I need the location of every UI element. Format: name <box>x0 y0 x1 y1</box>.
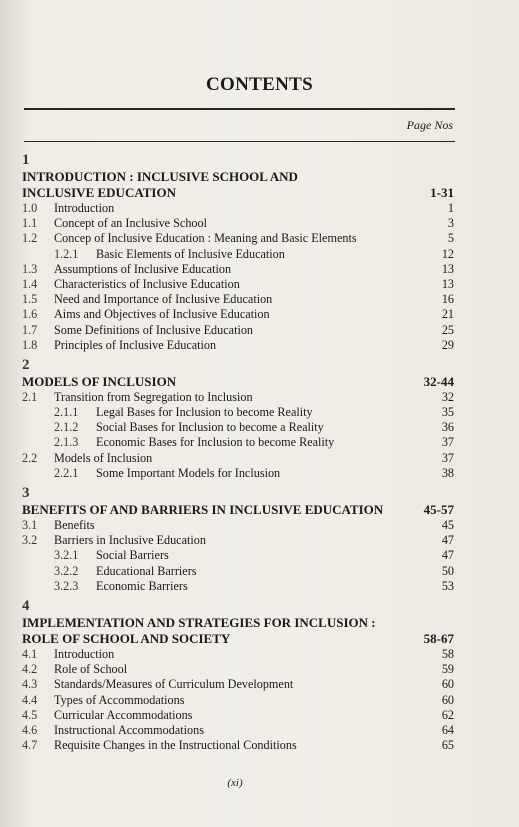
subsection-entry <box>22 435 454 450</box>
entry-page: 5 <box>447 231 454 246</box>
entry-page: 60 <box>441 677 454 692</box>
entry-number: 2.1 <box>22 389 38 404</box>
chapter-heading <box>22 169 454 185</box>
entry-page: 37 <box>441 450 454 465</box>
chapter-heading-text: MODELS OF INCLUSION <box>22 373 177 389</box>
chapter-heading-text: ROLE OF SCHOOL AND SOCIETY <box>22 630 231 646</box>
chapter-heading <box>22 631 454 647</box>
subsection-entry <box>22 466 454 481</box>
entry-page: 64 <box>441 722 454 737</box>
section-entry <box>22 533 454 548</box>
entry-title: Barriers in Inclusive Education <box>54 533 206 548</box>
section-entry <box>22 708 454 723</box>
entry-page: 3 <box>447 216 454 231</box>
section-entry <box>22 662 454 677</box>
subsection-entry <box>22 420 454 435</box>
entry-title: Need and Importance of Inclusive Education <box>54 292 273 307</box>
section-entry <box>22 647 454 662</box>
table-of-contents <box>22 148 454 753</box>
entry-number: 1.2.1 <box>54 246 79 261</box>
chapter-number <box>22 597 454 615</box>
chapter-heading-text: BENEFITS OF AND BARRIERS IN INCLUSIVE EDUCATION <box>22 502 384 517</box>
entry-number: 3.2.2 <box>54 563 79 578</box>
entry-page: 13 <box>441 261 454 276</box>
chapter-heading-text: IMPLEMENTATION AND STRATEGIES FOR INCLUSION : <box>22 614 376 630</box>
subsection-entry <box>22 564 454 579</box>
entry-page: 21 <box>441 307 454 322</box>
section-entry <box>22 201 454 216</box>
entry-number: 1.5 <box>22 292 38 307</box>
entry-title: Models of Inclusion <box>54 450 153 465</box>
entry-page: 25 <box>441 322 454 337</box>
section-entry <box>22 323 454 338</box>
entry-number: 1.8 <box>22 337 38 352</box>
entry-number: 3.2 <box>22 533 38 548</box>
section-entry <box>22 518 454 533</box>
entry-title: Instructional Accommodations <box>54 722 204 737</box>
section-entry <box>22 292 454 307</box>
entry-number: 3.2.1 <box>54 548 79 563</box>
entry-page: 60 <box>441 692 454 707</box>
entry-title: Principles of Inclusive Education <box>54 337 217 352</box>
top-rule <box>24 108 455 110</box>
section-entry <box>22 693 454 708</box>
page-nos-label: Page Nos <box>406 118 453 132</box>
page-folio: (xi) <box>227 777 243 789</box>
entry-number: 4.1 <box>22 646 38 661</box>
entry-title: Role of School <box>54 662 128 677</box>
entry-page: 1 <box>447 201 454 215</box>
entry-number: 2.2 <box>22 450 38 465</box>
chapter-page-range: 58-67 <box>423 630 454 646</box>
entry-page: 12 <box>441 246 454 261</box>
entry-page: 65 <box>441 738 454 753</box>
entry-number: 3.2.3 <box>54 578 79 593</box>
entry-page: 36 <box>441 420 454 435</box>
entry-number: 1.4 <box>22 276 38 291</box>
entry-title: Some Definitions of Inclusive Education <box>54 322 254 337</box>
entry-number: 3.1 <box>22 518 38 532</box>
entry-title: Economic Barriers <box>96 578 188 593</box>
entry-page: 53 <box>441 578 454 593</box>
section-entry <box>22 231 454 246</box>
section-entry <box>22 677 454 692</box>
entry-number: 4.2 <box>22 662 38 677</box>
entry-page: 58 <box>441 646 454 661</box>
entry-title: Curricular Accommodations <box>54 707 193 722</box>
entry-page: 32 <box>441 389 454 404</box>
chapter-heading <box>22 502 454 518</box>
chapter-number-text: 1 <box>22 152 30 168</box>
entry-number: 1.1 <box>22 216 38 231</box>
entry-page: 62 <box>441 707 454 722</box>
section-entry <box>22 738 454 753</box>
entry-number: 2.2.1 <box>54 465 79 480</box>
section-entry <box>22 338 454 353</box>
entry-page: 45 <box>441 518 454 532</box>
chapter-heading-text: INTRODUCTION : INCLUSIVE SCHOOL AND <box>22 169 298 184</box>
entry-title: Social Bases for Inclusion to become a Reality <box>96 420 324 435</box>
section-entry <box>22 307 454 322</box>
entry-title: Requisite Changes in the Instructional Conditions <box>54 738 297 753</box>
entry-page: 47 <box>441 533 454 548</box>
entry-number: 1.3 <box>22 261 38 276</box>
chapter-number <box>22 356 454 374</box>
chapter-number <box>22 151 454 169</box>
entry-number: 4.5 <box>22 707 38 722</box>
entry-number: 1.6 <box>22 307 38 322</box>
chapter-page-range: 1-31 <box>430 185 454 200</box>
entry-title: Legal Bases for Inclusion to become Reality <box>96 405 313 420</box>
subsection-entry <box>22 405 454 420</box>
entry-title: Types of Accommodations <box>54 692 185 707</box>
entry-title: Economic Bases for Inclusion to become Reality <box>96 435 335 450</box>
entry-number: 2.1.2 <box>54 420 79 435</box>
section-entry <box>22 451 454 466</box>
entry-title: Aims and Objectives of Inclusive Education <box>54 307 270 322</box>
entry-page: 35 <box>441 405 454 420</box>
chapter-page-range: 45-57 <box>423 502 454 517</box>
entry-page: 16 <box>441 292 454 307</box>
entry-title: Assumptions of Inclusive Education <box>54 261 232 276</box>
entry-title: Benefits <box>54 518 95 532</box>
subsection-entry <box>22 579 454 594</box>
section-entry <box>22 216 454 231</box>
entry-number: 1.2 <box>22 231 38 246</box>
entry-title: Concept of an Inclusive School <box>54 216 207 231</box>
entry-title: Some Important Models for Inclusion <box>96 465 281 480</box>
chapter-number <box>22 484 454 502</box>
entry-title: Introduction <box>54 646 115 661</box>
entry-number: 2.1.3 <box>54 435 79 450</box>
chapter-number-text: 4 <box>22 597 30 614</box>
entry-number: 4.4 <box>22 692 38 707</box>
section-entry <box>22 723 454 738</box>
chapter-number-text: 2 <box>22 356 30 373</box>
section-entry <box>22 262 454 277</box>
entry-title: Educational Barriers <box>96 563 197 578</box>
subsection-entry <box>22 247 454 262</box>
subsection-entry <box>22 548 454 563</box>
entry-page: 29 <box>441 337 454 352</box>
entry-page: 50 <box>441 563 454 578</box>
entry-number: 2.1.1 <box>54 405 79 420</box>
entry-number: 4.3 <box>22 677 38 692</box>
entry-number: 1.7 <box>22 322 38 337</box>
entry-page: 38 <box>441 465 454 480</box>
entry-title: Transition from Segregation to Inclusion <box>54 389 253 404</box>
entry-number: 4.6 <box>22 722 38 737</box>
entry-number: 1.0 <box>22 201 38 215</box>
entry-title: Social Barriers <box>96 548 169 563</box>
entry-title: Introduction <box>54 201 115 215</box>
section-entry <box>22 277 454 292</box>
entry-title: Concep of Inclusive Education : Meaning and Basic Elements <box>54 231 357 246</box>
chapter-number-text: 3 <box>22 485 30 501</box>
chapter-heading <box>22 185 454 201</box>
chapter-heading <box>22 615 454 631</box>
chapter-page-range: 32-44 <box>423 373 454 389</box>
entry-title: Characteristics of Inclusive Education <box>54 276 240 291</box>
entry-title: Standards/Measures of Curriculum Development <box>54 677 294 692</box>
entry-page: 13 <box>441 276 454 291</box>
entry-number: 4.7 <box>22 738 38 753</box>
entry-page: 37 <box>441 435 454 450</box>
entry-page: 59 <box>441 662 454 677</box>
entry-page: 47 <box>441 548 454 563</box>
second-rule <box>24 141 455 142</box>
page-title: CONTENTS <box>206 74 313 95</box>
chapter-heading-text: INCLUSIVE EDUCATION <box>22 185 176 200</box>
chapter-heading <box>22 374 454 390</box>
section-entry <box>22 390 454 405</box>
entry-title: Basic Elements of Inclusive Education <box>96 246 285 261</box>
